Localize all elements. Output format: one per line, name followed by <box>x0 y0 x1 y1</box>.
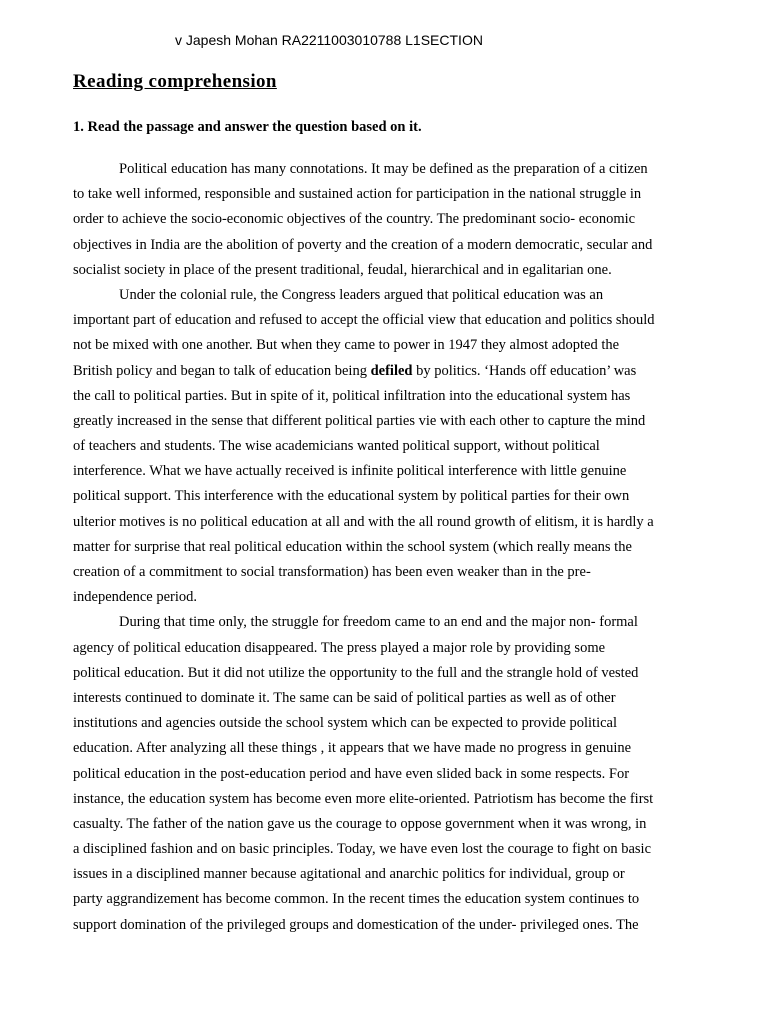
passage-line: creation of a commitment to social transformation) has been even weaker than in the pre- <box>73 564 591 580</box>
passage-line: the call to political parties. But in spite of it, political infiltration into the educational system has <box>73 387 631 404</box>
passage-line: political support. This interference with the educational system by political parties for their own <box>73 488 630 505</box>
passage-line: education. After analyzing all these things , it appears that we have made no progress in genuine <box>73 740 632 757</box>
passage-line: During that time only, the struggle for freedom came to an end and the major non- formal <box>119 614 638 631</box>
passage-line: institutions and agencies outside the school system which can be expected to provide political <box>73 715 618 732</box>
passage-line: Political education has many connotations. It may be defined as the preparation of a citizen <box>119 161 648 177</box>
passage-line: independence period. <box>73 589 198 606</box>
passage-line: greatly increased in the sense that different political parties vie with each other to capture the mind <box>73 412 646 429</box>
passage-line: political education. But it did not utilize the opportunity to the full and the strangle hold of vested <box>73 664 639 681</box>
passage-line <box>73 359 698 384</box>
author-header: v Japesh Mohan RA2211003010788 L1SECTION <box>175 32 483 48</box>
passage <box>73 157 698 938</box>
passage-line: ulterior motives is no political education at all and with the all round growth of elitism, it is hardly a <box>73 513 654 530</box>
passage-line: order to achieve the socio-economic objectives of the country. The predominant socio- economic <box>73 211 636 228</box>
passage-text: British policy and began to talk of education being <box>73 362 371 379</box>
passage-line: to take well informed, responsible and sustained action for participation in the national struggle in <box>73 186 642 203</box>
passage-line: agency of political education disappeared. The press played a major role by providing some <box>73 639 606 656</box>
passage-line: objectives in India are the abolition of poverty and the creation of a modern democratic, secular and <box>73 236 653 253</box>
passage-line: important part of education and refused to accept the official view that education and politics should <box>73 312 655 329</box>
passage-line: Under the colonial rule, the Congress leaders argued that political education was an <box>119 286 604 303</box>
passage-line: interests continued to dominate it. The same can be said of political parties as well as of other <box>73 689 616 706</box>
passage-line: support domination of the privileged groups and domestication of the under- privileged ones. The <box>73 916 639 933</box>
question-heading: 1. Read the passage and answer the question based on it. <box>73 119 422 135</box>
page-title: Reading comprehension <box>73 71 277 92</box>
passage-text: by politics. ‘Hands off education’ was <box>412 362 637 379</box>
passage-line: issues in a disciplined manner because agitational and anarchic politics for individual, group or <box>73 866 625 883</box>
passage-line: socialist society in place of the present traditional, feudal, hierarchical and in egalitarian one. <box>73 261 612 278</box>
passage-line: political education in the post-education period and have even slided back in some respects. For <box>73 765 630 782</box>
passage-line: casualty. The father of the nation gave us the courage to oppose government when it was wrong, in <box>73 815 647 832</box>
passage-line: party aggrandizement has become common. In the recent times the education system continues to <box>73 891 640 908</box>
passage-line: of teachers and students. The wise academicians wanted political support, without political <box>73 438 600 455</box>
passage-line: a disciplined fashion and on basic principles. Today, we have even lost the courage to fight on basic <box>73 841 652 858</box>
passage-line: interference. What we have actually received is infinite political interference with little genuine <box>73 463 627 480</box>
passage-line: matter for surprise that real political education within the school system (which really means the <box>73 538 632 555</box>
passage-line: not be mixed with one another. But when they came to power in 1947 they almost adopted the <box>73 337 620 354</box>
passage-line: instance, the education system has become even more elite-oriented. Patriotism has become the first <box>73 790 654 807</box>
bold-word-defiled: defiled <box>370 362 413 379</box>
